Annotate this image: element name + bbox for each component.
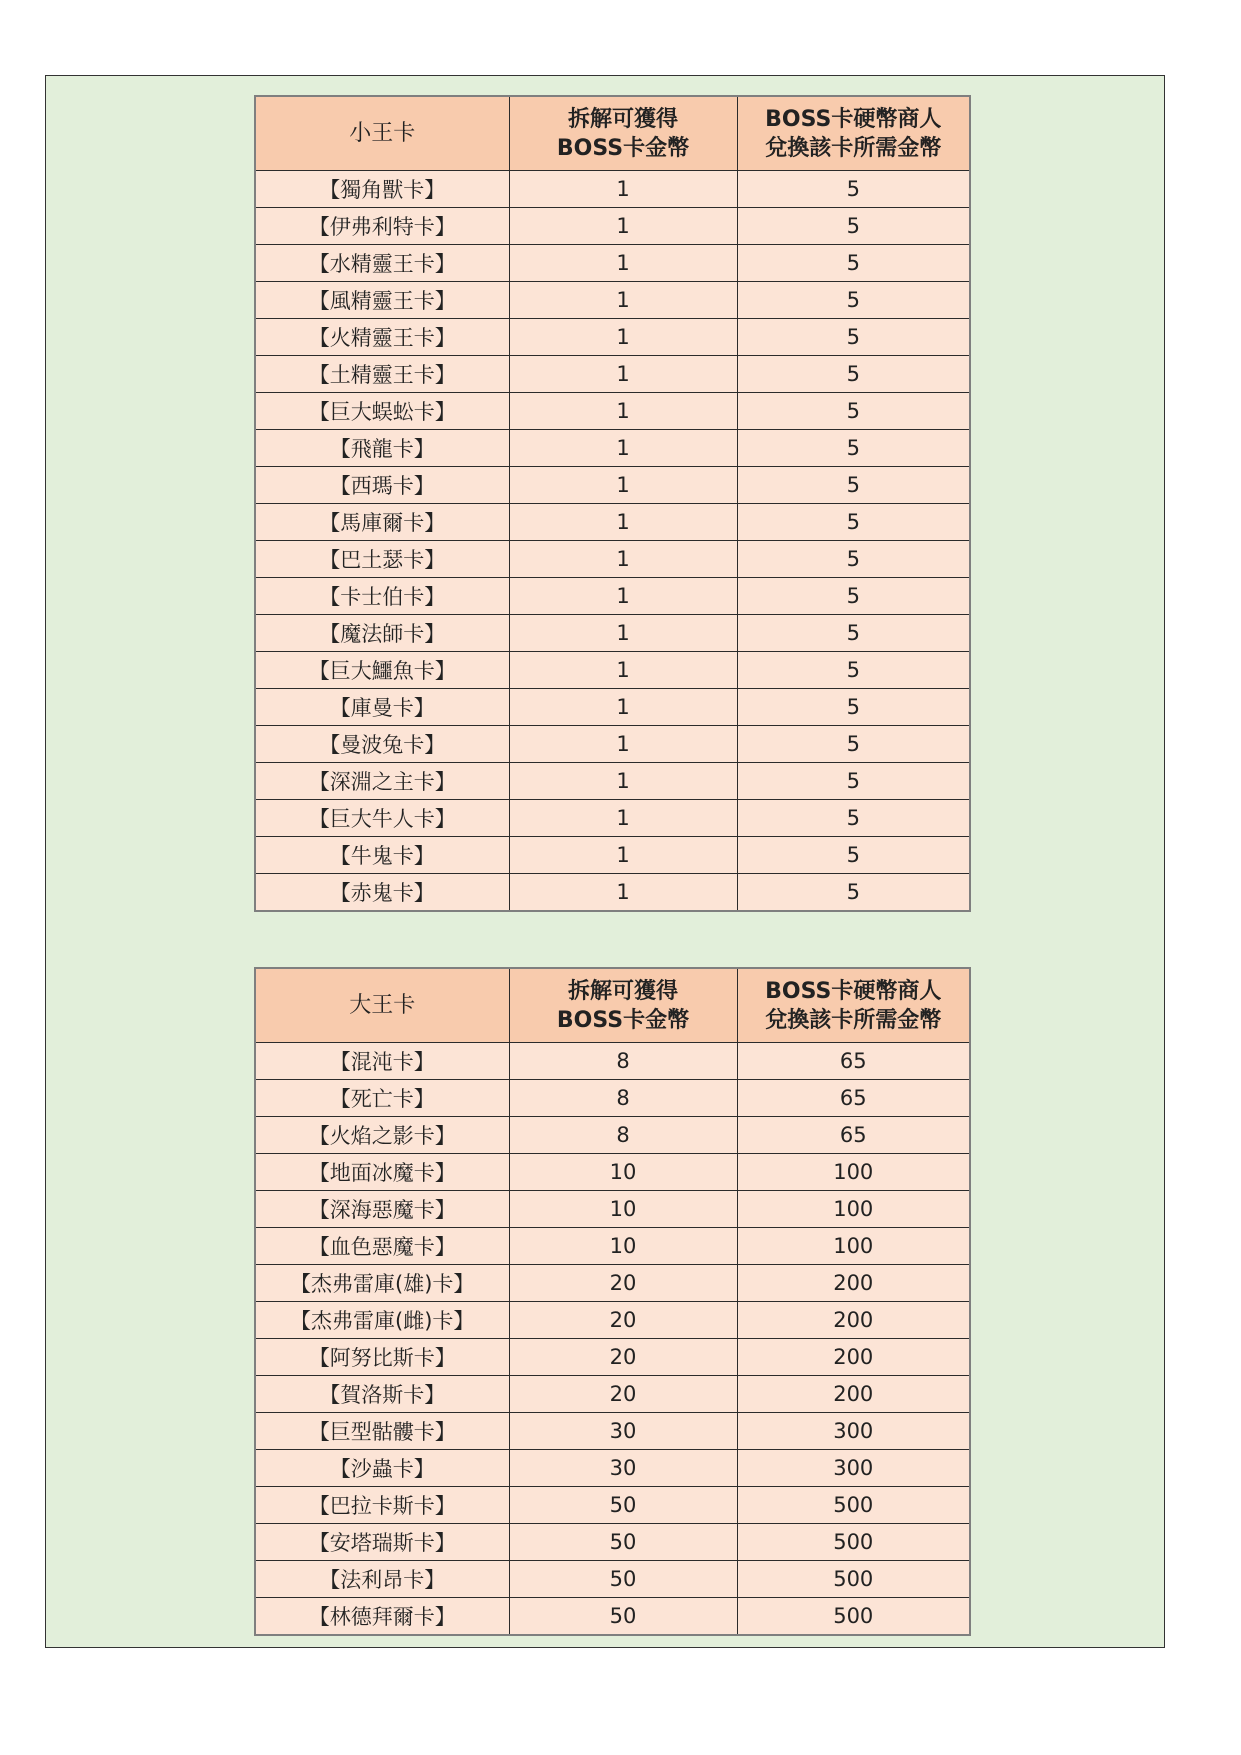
exchange-coins-cell: 5 <box>737 726 970 763</box>
dismantle-coins-cell: 1 <box>509 319 737 356</box>
exchange-coins-cell: 5 <box>737 504 970 541</box>
table-header-row <box>255 968 970 1043</box>
table-row <box>255 393 970 430</box>
exchange-coins-cell: 500 <box>737 1487 970 1524</box>
card-name-cell: 【曼波兔卡】 <box>255 726 509 763</box>
table-row <box>255 1191 970 1228</box>
exchange-coins-cell: 500 <box>737 1524 970 1561</box>
card-name-cell: 【牛鬼卡】 <box>255 837 509 874</box>
exchange-coins-cell: 500 <box>737 1598 970 1636</box>
table-row <box>255 504 970 541</box>
table-row <box>255 1561 970 1598</box>
table-row <box>255 356 970 393</box>
table-row <box>255 1302 970 1339</box>
header-card-name: 小王卡 <box>255 96 509 171</box>
card-name-cell: 【巴拉卡斯卡】 <box>255 1487 509 1524</box>
card-name-cell: 【飛龍卡】 <box>255 430 509 467</box>
card-name-cell: 【安塔瑞斯卡】 <box>255 1524 509 1561</box>
card-name-cell: 【火焰之影卡】 <box>255 1117 509 1154</box>
card-name-cell: 【深淵之主卡】 <box>255 763 509 800</box>
dismantle-coins-cell: 1 <box>509 874 737 912</box>
exchange-coins-cell: 5 <box>737 541 970 578</box>
exchange-coins-cell: 300 <box>737 1413 970 1450</box>
table-row <box>255 541 970 578</box>
header-exchange-coins: BOSS卡硬幣商人 兌換該卡所需金幣 <box>737 96 970 171</box>
table-row <box>255 1413 970 1450</box>
dismantle-coins-cell: 1 <box>509 726 737 763</box>
table-row <box>255 578 970 615</box>
dismantle-coins-cell: 8 <box>509 1043 737 1080</box>
table-row <box>255 1080 970 1117</box>
card-name-cell: 【火精靈王卡】 <box>255 319 509 356</box>
dismantle-coins-cell: 10 <box>509 1191 737 1228</box>
card-name-cell: 【血色惡魔卡】 <box>255 1228 509 1265</box>
table-row <box>255 1154 970 1191</box>
dismantle-coins-cell: 1 <box>509 652 737 689</box>
card-name-cell: 【巨大蜈蚣卡】 <box>255 393 509 430</box>
card-name-cell: 【西瑪卡】 <box>255 467 509 504</box>
table-row <box>255 652 970 689</box>
card-name-cell: 【賀洛斯卡】 <box>255 1376 509 1413</box>
dismantle-coins-cell: 1 <box>509 763 737 800</box>
header-card-name: 大王卡 <box>255 968 509 1043</box>
big-boss-card-table <box>254 967 971 1636</box>
dismantle-coins-cell: 1 <box>509 467 737 504</box>
exchange-coins-cell: 5 <box>737 763 970 800</box>
dismantle-coins-cell: 20 <box>509 1302 737 1339</box>
dismantle-coins-cell: 50 <box>509 1487 737 1524</box>
exchange-coins-cell: 5 <box>737 467 970 504</box>
card-name-cell: 【巴土瑟卡】 <box>255 541 509 578</box>
card-name-cell: 【伊弗利特卡】 <box>255 208 509 245</box>
card-name-cell: 【赤鬼卡】 <box>255 874 509 912</box>
exchange-coins-cell: 5 <box>737 615 970 652</box>
dismantle-coins-cell: 1 <box>509 615 737 652</box>
exchange-coins-cell: 200 <box>737 1265 970 1302</box>
table-row <box>255 837 970 874</box>
table-row <box>255 1487 970 1524</box>
table-row <box>255 1450 970 1487</box>
card-name-cell: 【土精靈王卡】 <box>255 356 509 393</box>
table-row <box>255 1265 970 1302</box>
card-name-cell: 【阿努比斯卡】 <box>255 1339 509 1376</box>
table-row <box>255 430 970 467</box>
table-row <box>255 1339 970 1376</box>
table-row <box>255 467 970 504</box>
dismantle-coins-cell: 1 <box>509 541 737 578</box>
dismantle-coins-cell: 10 <box>509 1228 737 1265</box>
table-row <box>255 245 970 282</box>
dismantle-coins-cell: 1 <box>509 208 737 245</box>
exchange-coins-cell: 100 <box>737 1154 970 1191</box>
exchange-coins-cell: 500 <box>737 1561 970 1598</box>
exchange-coins-cell: 5 <box>737 800 970 837</box>
header-dismantle-coins: 拆解可獲得 BOSS卡金幣 <box>509 968 737 1043</box>
dismantle-coins-cell: 1 <box>509 245 737 282</box>
exchange-coins-cell: 100 <box>737 1191 970 1228</box>
dismantle-coins-cell: 1 <box>509 282 737 319</box>
dismantle-coins-cell: 1 <box>509 504 737 541</box>
exchange-coins-cell: 5 <box>737 393 970 430</box>
table-row <box>255 763 970 800</box>
dismantle-coins-cell: 20 <box>509 1265 737 1302</box>
card-name-cell: 【獨角獸卡】 <box>255 171 509 208</box>
card-name-cell: 【巨型骷髏卡】 <box>255 1413 509 1450</box>
table-row <box>255 1117 970 1154</box>
card-name-cell: 【卡士伯卡】 <box>255 578 509 615</box>
exchange-coins-cell: 100 <box>737 1228 970 1265</box>
exchange-coins-cell: 5 <box>737 319 970 356</box>
card-name-cell: 【法利昂卡】 <box>255 1561 509 1598</box>
table-row <box>255 282 970 319</box>
card-name-cell: 【深海惡魔卡】 <box>255 1191 509 1228</box>
exchange-coins-cell: 200 <box>737 1376 970 1413</box>
exchange-coins-cell: 300 <box>737 1450 970 1487</box>
dismantle-coins-cell: 20 <box>509 1376 737 1413</box>
table-row <box>255 1524 970 1561</box>
table-body <box>255 171 970 912</box>
table-row <box>255 615 970 652</box>
table-row <box>255 1598 970 1636</box>
dismantle-coins-cell: 50 <box>509 1561 737 1598</box>
exchange-coins-cell: 5 <box>737 652 970 689</box>
exchange-coins-cell: 5 <box>737 874 970 912</box>
small-boss-card-table <box>254 95 971 912</box>
header-dismantle-coins: 拆解可獲得 BOSS卡金幣 <box>509 96 737 171</box>
card-name-cell: 【地面冰魔卡】 <box>255 1154 509 1191</box>
dismantle-coins-cell: 1 <box>509 393 737 430</box>
table-row <box>255 689 970 726</box>
dismantle-coins-cell: 50 <box>509 1598 737 1636</box>
exchange-coins-cell: 65 <box>737 1117 970 1154</box>
table-row <box>255 208 970 245</box>
dismantle-coins-cell: 1 <box>509 837 737 874</box>
exchange-coins-cell: 200 <box>737 1302 970 1339</box>
exchange-coins-cell: 5 <box>737 578 970 615</box>
exchange-coins-cell: 5 <box>737 171 970 208</box>
dismantle-coins-cell: 20 <box>509 1339 737 1376</box>
card-name-cell: 【混沌卡】 <box>255 1043 509 1080</box>
dismantle-coins-cell: 1 <box>509 800 737 837</box>
card-name-cell: 【庫曼卡】 <box>255 689 509 726</box>
card-name-cell: 【水精靈王卡】 <box>255 245 509 282</box>
card-name-cell: 【風精靈王卡】 <box>255 282 509 319</box>
dismantle-coins-cell: 1 <box>509 430 737 467</box>
table-row <box>255 874 970 912</box>
exchange-coins-cell: 5 <box>737 430 970 467</box>
card-name-cell: 【巨大牛人卡】 <box>255 800 509 837</box>
table-row <box>255 726 970 763</box>
table-body <box>255 1043 970 1636</box>
dismantle-coins-cell: 1 <box>509 356 737 393</box>
card-name-cell: 【魔法師卡】 <box>255 615 509 652</box>
dismantle-coins-cell: 1 <box>509 171 737 208</box>
dismantle-coins-cell: 8 <box>509 1117 737 1154</box>
exchange-coins-cell: 65 <box>737 1043 970 1080</box>
exchange-coins-cell: 5 <box>737 837 970 874</box>
dismantle-coins-cell: 8 <box>509 1080 737 1117</box>
card-name-cell: 【杰弗雷庫(雌)卡】 <box>255 1302 509 1339</box>
dismantle-coins-cell: 50 <box>509 1524 737 1561</box>
card-name-cell: 【林德拜爾卡】 <box>255 1598 509 1636</box>
dismantle-coins-cell: 1 <box>509 689 737 726</box>
card-name-cell: 【死亡卡】 <box>255 1080 509 1117</box>
card-name-cell: 【馬庫爾卡】 <box>255 504 509 541</box>
dismantle-coins-cell: 30 <box>509 1450 737 1487</box>
exchange-coins-cell: 5 <box>737 245 970 282</box>
dismantle-coins-cell: 1 <box>509 578 737 615</box>
exchange-coins-cell: 65 <box>737 1080 970 1117</box>
table-header-row <box>255 96 970 171</box>
table-row <box>255 1043 970 1080</box>
table-row <box>255 1228 970 1265</box>
dismantle-coins-cell: 10 <box>509 1154 737 1191</box>
dismantle-coins-cell: 30 <box>509 1413 737 1450</box>
exchange-coins-cell: 200 <box>737 1339 970 1376</box>
exchange-coins-cell: 5 <box>737 689 970 726</box>
page-panel <box>45 75 1165 1648</box>
card-name-cell: 【沙蟲卡】 <box>255 1450 509 1487</box>
table-row <box>255 800 970 837</box>
exchange-coins-cell: 5 <box>737 208 970 245</box>
exchange-coins-cell: 5 <box>737 282 970 319</box>
table-row <box>255 171 970 208</box>
exchange-coins-cell: 5 <box>737 356 970 393</box>
card-name-cell: 【巨大鱷魚卡】 <box>255 652 509 689</box>
header-exchange-coins: BOSS卡硬幣商人 兌換該卡所需金幣 <box>737 968 970 1043</box>
card-name-cell: 【杰弗雷庫(雄)卡】 <box>255 1265 509 1302</box>
table-row <box>255 319 970 356</box>
table-row <box>255 1376 970 1413</box>
